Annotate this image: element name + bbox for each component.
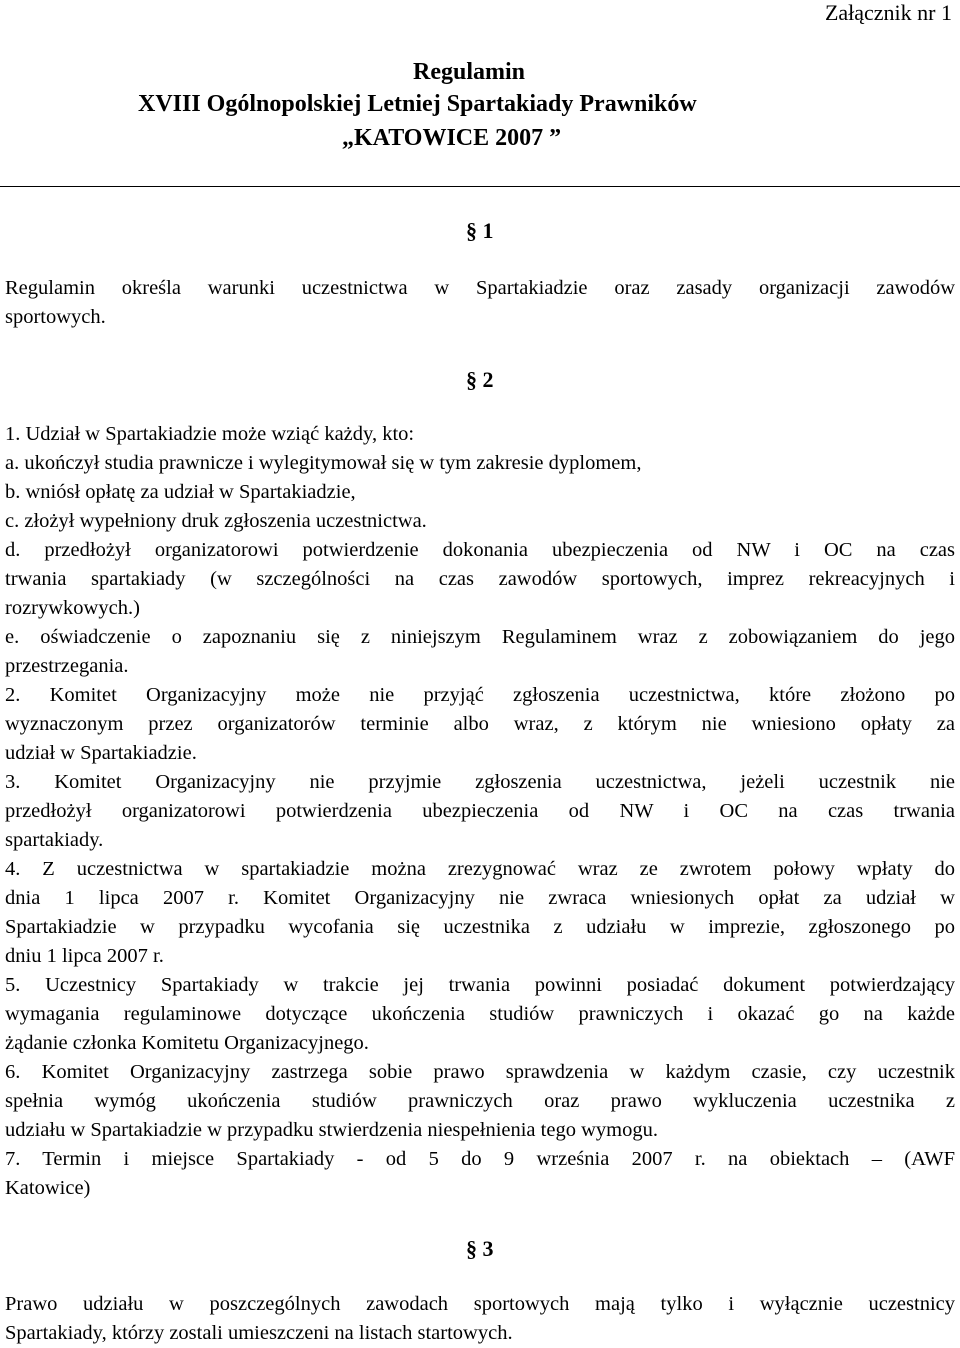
title-line-3: „KATOWICE 2007 ” <box>342 125 562 151</box>
title-line-1: Regulamin <box>413 59 526 85</box>
list-item: c. złożył wypełniony druk zgłoszenia uczestnictwa. <box>5 510 427 532</box>
paragraph-line: żądanie członka Komitetu Organizacyjnego. <box>5 1032 369 1054</box>
title-line-2: XVIII Ogólnopolskiej Letniej Spartakiady Prawników <box>138 91 697 117</box>
section-2-heading: § 2 <box>466 367 494 392</box>
paragraph-line: wymagania regulaminowe dotyczące ukończenia studiów prawniczych i okazać go na każde <box>5 1003 955 1025</box>
paragraph-line: d. przedłożył organizatorowi potwierdzenie dokonania ubezpieczenia od NW i OC na czas <box>5 539 955 561</box>
section-2-list-start <box>5 420 955 536</box>
paragraph-line: wyznaczonym przez organizatorów terminie albo wraz, z którym nie wniesiono opłaty za <box>5 713 955 735</box>
paragraph-line: 4. Z uczestnictwa w spartakiadzie można zrezygnować wraz ze zwrotem połowy wpłaty do <box>5 858 955 880</box>
paragraph-line: przedłożył organizatorowi potwierdzenia ubezpieczenia od NW i OC na czas trwania <box>5 800 955 822</box>
paragraph-line: rozrywkowych.) <box>5 597 140 619</box>
title-divider <box>0 186 960 187</box>
annex-label: Załącznik nr 1 <box>824 0 952 25</box>
paragraph-line: 5. Uczestnicy Spartakiady w trakcie jej trwania powinni posiadać dokument potwierdzający <box>5 974 955 996</box>
section-1-body <box>5 274 955 332</box>
paragraph-line: 7. Termin i miejsce Spartakiady - od 5 do 9 września 2007 r. na obiektach – (AWF <box>5 1148 955 1170</box>
paragraph-line: Katowice) <box>5 1177 91 1199</box>
paragraph-line: trwania spartakiady (w szczególności na czas zawodów sportowych, imprez rekreacyjnych i <box>5 568 955 590</box>
paragraph-line: e. oświadczenie o zapoznaniu się z niniejszym Regulaminem wraz z zobowiązaniem do jego <box>5 626 955 648</box>
section-3-body <box>5 1290 955 1348</box>
paragraph-line: Spartakiadzie w przypadku wycofania się uczestnika z udziału w imprezie, zgłoszonego po <box>5 916 955 938</box>
paragraph-line: Prawo udziału w poszczególnych zawodach sportowych mają tylko i wyłącznie uczestnicy <box>5 1293 955 1315</box>
paragraph-line: Regulamin określa warunki uczestnictwa w Spartakiadzie oraz zasady organizacji zawodów <box>5 277 955 299</box>
section-3-heading: § 3 <box>466 1236 494 1261</box>
list-item: a. ukończył studia prawnicze i wylegitymował się w tym zakresie dyplomem, <box>5 452 642 474</box>
paragraph-line: 6. Komitet Organizacyjny zastrzega sobie prawo sprawdzenia w każdym czasie, czy uczestnik <box>5 1061 955 1083</box>
paragraph-line: 3. Komitet Organizacyjny nie przyjmie zgłoszenia uczestnictwa, jeżeli uczestnik nie <box>5 771 955 793</box>
section-1-heading: § 1 <box>466 218 494 243</box>
list-item: b. wniósł opłatę za udział w Spartakiadzie, <box>5 481 356 503</box>
list-item: 1. Udział w Spartakiadzie może wziąć każdy, kto: <box>5 423 415 445</box>
paragraph-line: dniu 1 lipca 2007 r. <box>5 945 164 967</box>
paragraph-line: sportowych. <box>5 306 106 328</box>
paragraph-line: dnia 1 lipca 2007 r. Komitet Organizacyjny nie zwraca wniesionych opłat za udział w <box>5 887 955 909</box>
paragraph-line: przestrzegania. <box>5 655 129 677</box>
paragraph-line: udziału w Spartakiadzie w przypadku stwierdzenia niespełnienia tego wymogu. <box>5 1119 658 1141</box>
paragraph-line: Spartakiady, którzy zostali umieszczeni na listach startowych. <box>5 1322 513 1344</box>
section-2-body <box>5 536 955 1203</box>
paragraph-line: spełnia wymóg ukończenia studiów prawniczych oraz prawo wykluczenia uczestnika z <box>5 1090 955 1112</box>
paragraph-line: 2. Komitet Organizacyjny może nie przyjąć zgłoszenia uczestnictwa, które złożono po <box>5 684 955 706</box>
paragraph-line: spartakiady. <box>5 829 104 851</box>
paragraph-line: udział w Spartakiadzie. <box>5 742 197 764</box>
